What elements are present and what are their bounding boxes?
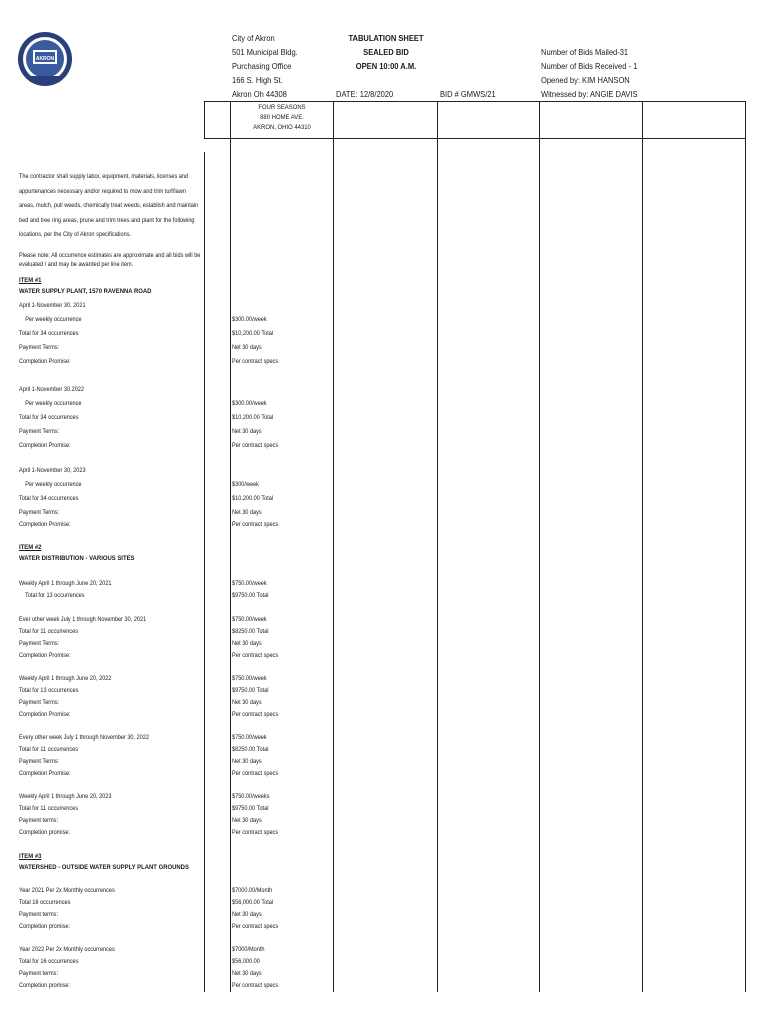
item-3-heading [19,851,189,873]
intro-line: appurtenances necessary and/or required to mow and trim turf/lawn [19,187,186,195]
tabulation-title [338,32,434,74]
line-item-description: Year 2022 Per 2x Monthly occurrences [19,946,115,953]
line-item-bid-value: Per contract specs [232,521,279,528]
line-item-description: Total for 11 occurrences [19,628,79,635]
line-item-description: Total for 13 occurrences [19,592,85,599]
line-item-bid-value: Per contract specs [232,923,279,930]
col-line [204,152,205,992]
col-line [745,101,746,992]
line-item-bid-value: Per contract specs [232,652,279,659]
line-item-description: Per weekly occurrence [19,481,82,488]
line-item-bid-value: $9750.00 Total [232,592,269,599]
item-2-heading [19,542,135,564]
line-item-bid-value: Per contract specs [232,982,279,989]
bidder-info [237,103,327,133]
line-item-description: Completion Promise: [19,442,71,449]
line-item-description: Completion promise: [19,829,71,836]
city-line: Purchasing Office [232,62,292,71]
line-item-description: Per weekly occurrence [19,316,82,323]
city-line: 501 Municipal Bldg. [232,48,298,57]
intro-line: The contractor shall supply labor, equipment, materials, licenses and [19,173,189,180]
note-paragraph [19,251,200,269]
right-line: Number of Bids Mailed-31 [541,48,629,57]
col-line [437,101,438,992]
line-item-bid-value: Net 30 days [232,911,262,918]
city-line: 166 S. High St. [232,76,283,85]
col-line [642,101,643,992]
item-label: ITEM #1 [19,277,42,284]
line-item-description: Every other week July 1 through November 30, 2022 [19,734,150,741]
bid-number: BID # GMWS/21 [440,90,496,99]
item-label: ITEM #2 [19,544,42,551]
col-line [230,101,231,992]
title-line: TABULATION SHEET [348,34,424,43]
line-item-description: Total for 11 occurrences [19,805,79,812]
line-item-description: Payment Terms: [19,758,60,765]
line-item-description: Total for 11 occurrences [19,746,79,753]
intro-line: locations, per the City of Akron specifications. [19,231,132,238]
item-title: WATER DISTRIBUTION - VARIOUS SITES [19,555,135,562]
line-item-description: Payment terms: [19,970,58,977]
line-item-description: Year 2021 Per 2x Monthly occurrences [19,887,115,894]
bidder-line: AKRON, OHIO 44310 [253,124,311,131]
city-line: City of Akron [232,34,275,43]
header-rule [204,101,745,102]
line-item-bid-value: Net 30 days [232,428,262,435]
line-item-description: Total for 34 occurrences [19,414,79,421]
bid-counts [541,46,638,102]
line-item-bid-value: Net 30 days [232,640,262,647]
line-item-description: Completion promise: [19,923,71,930]
line-item-description: April 1-November 30, 2021 [19,302,86,309]
line-item-bid-value: $8250.00 Total [232,628,269,635]
item-1-heading [19,275,151,297]
line-item-bid-value: Per contract specs [232,358,279,365]
city-line: Akron Oh 44308 [232,90,287,99]
line-item-bid-value: $7000.00/Month [232,887,273,894]
line-item-description: Total for 16 occurrences [19,958,79,965]
line-item-description: Weekly April 1 through June 20, 2023 [19,793,112,800]
line-item-bid-value: Per contract specs [232,711,279,718]
line-item-description: Payment Terms: [19,640,60,647]
line-item-bid-value: $7000/Month [232,946,265,953]
line-item-bid-value: $750.00/week [232,675,267,682]
intro-line: areas, mulch, pull weeds, chemically treat weeds, establish and maintain [19,202,199,209]
line-item-description: Weekly April 1 through June 20, 2022 [19,675,112,682]
line-item-bid-value: $10,200.00 Total [232,414,274,421]
line-item-bid-value: $750.00/week [232,616,267,623]
title-line: SEALED BID [363,48,409,57]
line-item-description: Completion Promise: [19,358,71,365]
line-item-description: April 1-November 30, 2023 [19,467,86,474]
right-line: Witnessed by: ANGIE DAVIS [541,90,638,99]
col-line [539,101,540,992]
line-item-bid-value: Net 30 days [232,817,262,824]
line-item-description: Payment terms: [19,817,58,824]
line-item-description: April 1-November 30.2022 [19,386,85,393]
line-item-description: Total for 13 occurrences [19,687,79,694]
line-item-bid-value: $8250.00 Total [232,746,269,753]
line-item-description: Ever other week July 1 through November 30, 2021 [19,616,147,623]
item-title: WATERSHED - OUTSIDE WATER SUPPLY PLANT GROUNDS [19,864,189,871]
item-label: ITEM #3 [19,853,42,860]
line-item-description: Total for 34 occurrences [19,495,79,502]
line-item-bid-value: Per contract specs [232,770,279,777]
line-item-bid-value: $9750.00 Total [232,805,269,812]
line-item-bid-value: Net 30 days [232,970,262,977]
line-item-description: Completion Promise: [19,652,71,659]
item-title: WATER SUPPLY PLANT, 1570 RAVENNA ROAD [19,288,152,295]
title-line: OPEN 10:00 A.M. [355,62,417,71]
line-item-description: Payment Terms: [19,428,60,435]
line-item-bid-value: $56,000.00 Total [232,899,274,906]
right-line: Number of Bids Received - 1 [541,62,638,71]
right-line: Opened by: KIM HANSON [541,76,630,85]
intro-paragraph [19,170,198,243]
note-line: Please note: All occurrence estimates are approximate and all bids will be [19,252,201,259]
line-item-description: Weekly April 1 through June 20, 2021 [19,580,112,587]
line-item-description: Payment Terms: [19,699,60,706]
line-item-bid-value: $750.00/week [232,580,267,587]
line-item-bid-value: $10,200.00 Total [232,330,274,337]
line-item-bid-value: $10,200.00 Total [232,495,274,502]
col-line [204,101,205,138]
line-item-bid-value: $300.00/week [232,400,267,407]
line-item-description: Completion Promise: [19,711,71,718]
bidder-line: 880 HOME AVE. [260,114,304,121]
line-item-description: Per weekly occurrence [19,400,82,407]
line-item-bid-value: Net 30 days [232,758,262,765]
bidder-line: FOUR SEASONS [258,104,306,111]
line-item-description: Payment Terms: [19,509,60,516]
line-item-description: Total 16 occurrences [19,899,71,906]
line-item-description: Completion promise: [19,982,71,989]
line-item-bid-value: Per contract specs [232,829,279,836]
intro-line: bed and tree ring areas, prune and trim trees and plant for the following [19,216,195,224]
line-item-bid-value: Per contract specs [232,442,279,449]
note-line: evaluated / and may be awarded per line item. [19,261,134,268]
line-item-bid-value: $300.00/week [232,316,267,323]
line-item-description: Completion Promise: [19,521,71,528]
city-address [232,32,298,102]
line-item-bid-value: $56,000.00 [232,958,260,965]
col-line [333,101,334,992]
line-item-bid-value: $9750.00 Total [232,687,269,694]
line-item-bid-value: Net 30 days [232,699,262,706]
line-item-description: Total for 34 occurrences [19,330,79,337]
city-seal-logo [16,26,74,92]
line-item-bid-value: $750.00/weeks [232,793,270,800]
bidder-rule [204,138,745,139]
seal-text: AKRON [35,56,55,62]
line-item-bid-value: Net 30 days [232,344,262,351]
line-item-bid-value: $300/week [232,481,259,488]
bid-date: DATE: 12/8/2020 [336,90,394,99]
line-item-description: Completion Promise: [19,770,71,777]
line-item-description: Payment terms: [19,911,58,918]
line-item-bid-value: $750.00/week [232,734,267,741]
line-item-bid-value: Net 30 days [232,509,262,516]
line-item-description: Payment Terms: [19,344,60,351]
